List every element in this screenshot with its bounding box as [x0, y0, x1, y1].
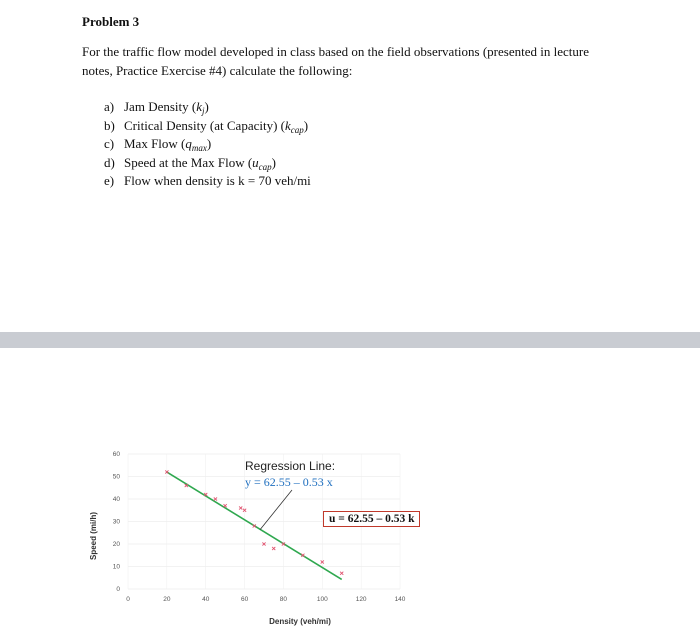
y-axis-label: Speed (mi/h): [89, 511, 98, 561]
question-e: [104, 172, 311, 191]
question-symbol: q: [185, 136, 192, 151]
question-text: Critical Density (at Capacity) (: [124, 117, 286, 133]
x-tick-label: 60: [240, 596, 249, 603]
question-symbol: u: [252, 154, 259, 170]
x-tick-label: 120: [355, 596, 367, 603]
y-tick-label: 50: [112, 473, 120, 481]
data-point: [272, 547, 275, 550]
chart-canvas: [0, 348, 700, 643]
question-list: [104, 98, 311, 191]
question-symbol: k: [285, 117, 291, 133]
question-letter: b): [104, 117, 115, 133]
chart-ticks: [113, 451, 406, 603]
question-text: Flow when density is k = 70 veh/mi: [124, 173, 311, 188]
section-divider: [0, 332, 700, 348]
question-subscript: j: [202, 106, 205, 116]
problem-title: Problem 3: [82, 14, 140, 29]
y-tick-label: 40: [112, 496, 120, 503]
x-tick-label: 140: [394, 596, 406, 603]
y-tick-label: 10: [112, 563, 120, 571]
x-tick-label: 80: [279, 596, 288, 603]
regression-equation: y = 62.55 – 0.53 x: [245, 475, 333, 489]
question-text: Speed at the Max Flow (: [124, 154, 253, 170]
question-letter: e): [104, 173, 115, 188]
x-axis-label: Density (veh/mi): [269, 617, 331, 626]
x-tick-label: 20: [163, 596, 171, 603]
x-tick-label: 100: [316, 596, 328, 603]
regression-label: Regression Line:: [245, 459, 336, 473]
question-letter: a): [104, 99, 115, 114]
question-letter: d): [104, 154, 115, 170]
problem-intro: For the traffic flow model developed in class based on the field observations (presented in lecture notes, Practice Exercise #4) calculate the following:: [82, 44, 589, 78]
question-a: [104, 98, 311, 117]
data-point: [224, 504, 227, 507]
x-tick-label: 40: [202, 596, 210, 603]
y-tick-label: 20: [112, 541, 120, 548]
question-symbol: k: [196, 99, 202, 114]
boxed-equation: u = 62.55 – 0.53 k: [323, 511, 420, 527]
question-text: Jam Density (: [124, 99, 197, 114]
data-point: [340, 572, 343, 575]
question-close: ): [206, 136, 212, 151]
question-close: ): [204, 99, 209, 114]
speed-density-chart: [0, 348, 700, 643]
question-letter: c): [104, 136, 115, 151]
y-tick-label: 0: [116, 586, 120, 593]
question-subscript: max: [191, 143, 207, 153]
y-tick-label: 60: [112, 451, 120, 458]
question-c: [104, 135, 311, 154]
question-close: ): [271, 154, 277, 170]
question-b: [104, 117, 311, 136]
question-subscript: cap: [290, 124, 304, 135]
y-tick-label: 30: [112, 518, 120, 526]
question-text: Max Flow (: [124, 136, 186, 151]
question-d: [104, 154, 311, 173]
x-tick-label: 0: [126, 596, 130, 603]
data-point: [239, 506, 242, 509]
question-close: ): [303, 117, 309, 133]
callout-arrow: [260, 490, 292, 530]
question-subscript: cap: [258, 161, 272, 172]
